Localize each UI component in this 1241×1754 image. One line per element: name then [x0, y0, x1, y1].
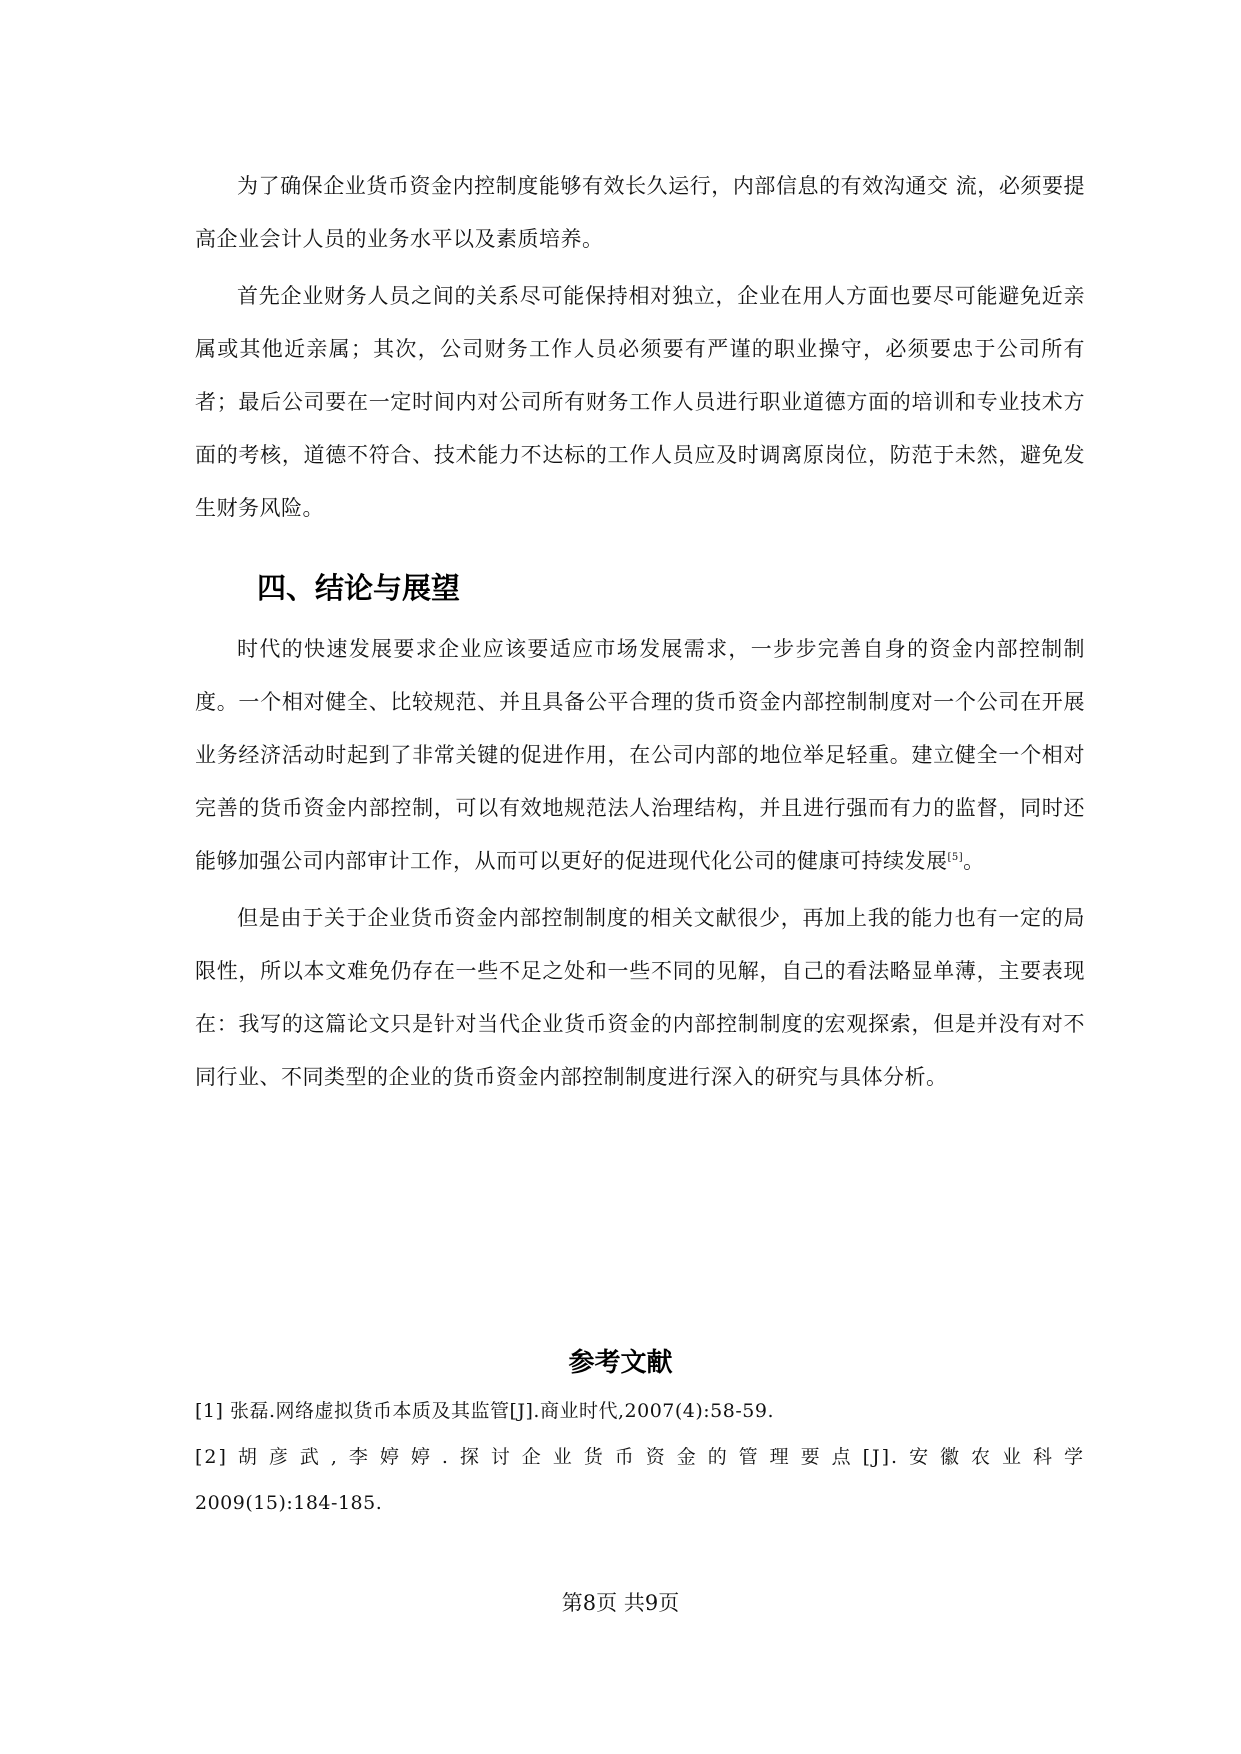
- page-footer: 第8页 共9页: [561, 1591, 680, 1615]
- conclusion-paragraph-1: [195, 623, 1085, 888]
- section-heading-conclusion: 四、结论与展望: [257, 571, 461, 605]
- body-paragraph-1: 为了确保企业货币资金内控制度能够有效长久运行，内部信息的有效沟通交 流，必须要提高企业会计人员的业务水平以及素质培养。: [195, 174, 1085, 251]
- reference-item-1: [1] 张磊.网络虚拟货币本质及其监管[J].商业时代,2007(4):58-59.: [195, 1400, 774, 1422]
- body-paragraph-2: 首先企业财务人员之间的关系尽可能保持相对独立，企业在用人方面也要尽可能避免近亲属或其他近亲属；其次，公司财务工作人员必须要有严谨的职业操守，必须要忠于公司所有者；最后公司要在一定时间内对公司所有财务工作人员进行职业道德方面的培训和专业技术方面的考核，道德不符合、技术能力不达标的工作人员应及时调离原岗位，防范于未然，避免发生财务风险。: [195, 284, 1085, 520]
- references-list: [195, 1388, 1085, 1526]
- reference-item-2-continued: 2009(15):184-185.: [195, 1492, 383, 1514]
- reference-item-2: [2]胡彦武,李婷婷.探讨企业货币资金的管理要点[J].安徽农业科学: [195, 1446, 1085, 1468]
- conclusion-paragraph-1-end: 。: [963, 849, 985, 873]
- main-content: [195, 160, 1085, 1104]
- conclusion-paragraph-2: 但是由于关于企业货币资金内部控制制度的相关文献很少，再加上我的能力也有一定的局限性，所以本文难免仍存在一些不足之处和一些不同的见解，自己的看法略显单薄，主要表现在：我写的这篇论文只是针对当代企业货币资金的内部控制制度的宏观探索，但是并没有对不同行业、不同类型的企业的货币资金内部控制制度进行深入的研究与具体分析。: [195, 906, 1085, 1089]
- references-heading: 参考文献: [568, 1348, 673, 1378]
- conclusion-paragraph-1-text: 时代的快速发展要求企业应该要适应市场发展需求，一步步完善自身的资金内部控制制度。一个相对健全、比较规范、并且具备公平合理的货币资金内部控制制度对一个公司在开展业务经济活动时起到了非常关键的促进作用，在公司内部的地位举足轻重。建立健全一个相对完善的货币资金内部控制，可以有效地规范法人治理结构，并且进行强而有力的监督，同时还能够加强公司内部审计工作，从而可以更好的促进现代化公司的健康可持续发展: [195, 637, 1085, 873]
- citation-marker: [5]: [947, 852, 964, 863]
